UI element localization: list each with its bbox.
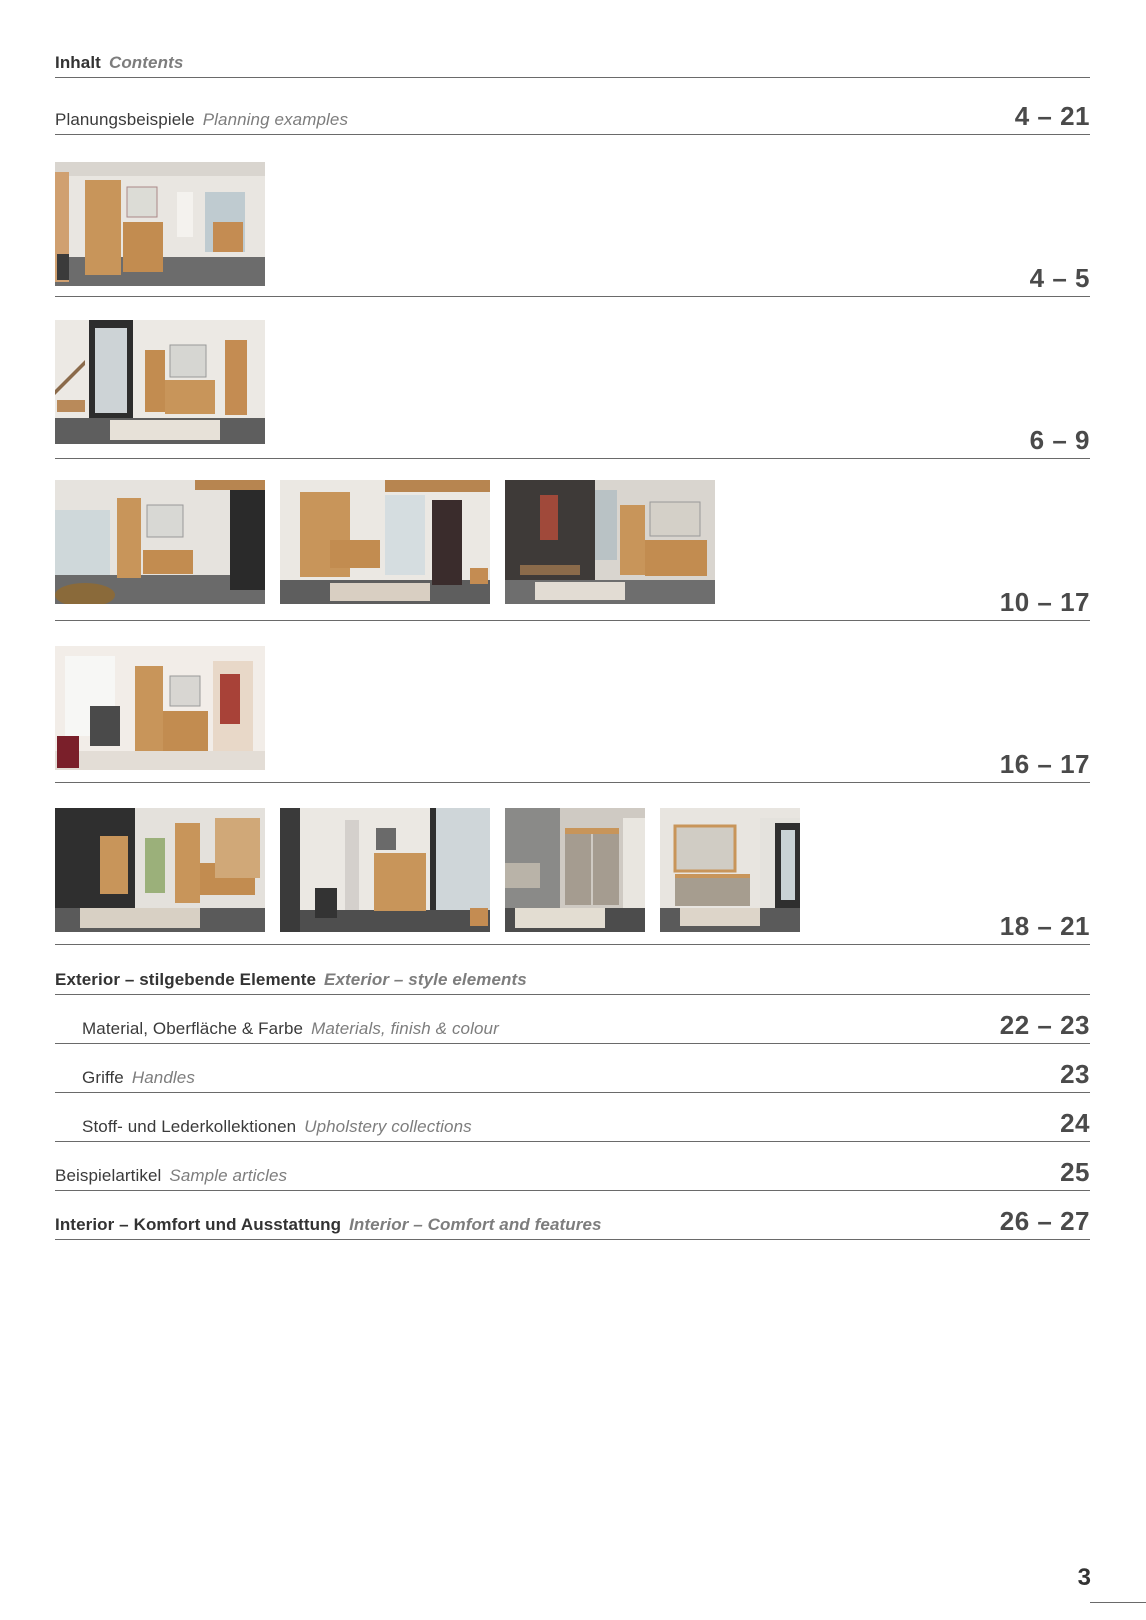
toc-group-4[interactable] — [55, 620, 1090, 783]
toc-page-range: 4 – 5 — [1029, 263, 1090, 293]
toc-entry-label: Griffe Handles — [82, 1068, 195, 1087]
hallway-photo-5[interactable] — [505, 480, 715, 604]
toc-page-range: 22 – 23 — [999, 1010, 1090, 1040]
toc-group-3[interactable] — [55, 458, 1090, 621]
toc-group-1[interactable] — [55, 134, 1090, 297]
toc-page-range: 23 — [1060, 1059, 1090, 1089]
hallway-photo-7[interactable] — [55, 808, 265, 932]
toc-entry-sample-articles[interactable] — [55, 1141, 1090, 1191]
hallway-photo-1[interactable] — [55, 162, 265, 286]
toc-page-range: 25 — [1060, 1157, 1090, 1187]
toc-page-range: 10 – 17 — [999, 587, 1090, 617]
toc-entry-materials[interactable] — [55, 994, 1090, 1044]
contents-header — [55, 0, 1090, 78]
hallway-photo-10[interactable] — [660, 808, 800, 932]
toc-page-range: 18 – 21 — [999, 911, 1090, 941]
toc-page-range: 26 – 27 — [999, 1206, 1090, 1236]
toc-entry-label: Beispielartikel Sample articles — [55, 1166, 288, 1185]
hallway-photo-8[interactable] — [280, 808, 490, 932]
hallway-photo-9[interactable] — [505, 808, 645, 932]
toc-entry-upholstery[interactable] — [55, 1092, 1090, 1142]
toc-section-label: Exterior – stilgebende Elemente Exterior – style elements — [55, 970, 527, 989]
hallway-photo-6[interactable] — [55, 646, 265, 770]
hallway-photo-3[interactable] — [55, 480, 265, 604]
toc-group-5[interactable] — [55, 782, 1090, 945]
toc-page-range: 6 – 9 — [1029, 425, 1090, 455]
page-number-rule — [1090, 1602, 1146, 1603]
toc-entry-label: Interior – Komfort und Ausstattung Interior – Comfort and features — [55, 1215, 602, 1234]
toc-entry-label: Material, Oberfläche & Farbe Materials, finish & colour — [82, 1019, 499, 1038]
toc-entry-label: Planungsbeispiele Planning examples — [55, 110, 349, 129]
toc-page-range: 16 – 17 — [999, 749, 1090, 779]
hallway-photo-4[interactable] — [280, 480, 490, 604]
toc-entry-handles[interactable] — [55, 1043, 1090, 1093]
contents-heading: Inhalt Contents — [55, 53, 184, 72]
toc-page-range: 24 — [1060, 1108, 1090, 1138]
contents-page — [55, 0, 1090, 1620]
toc-page-range: 4 – 21 — [1014, 101, 1090, 131]
toc-entry-interior[interactable] — [55, 1190, 1090, 1240]
hallway-photo-2[interactable] — [55, 320, 265, 444]
toc-section-exterior[interactable] — [55, 944, 1090, 995]
page-number: 3 — [1077, 1564, 1091, 1591]
toc-group-2[interactable] — [55, 296, 1090, 459]
toc-entry-planning[interactable] — [55, 77, 1090, 135]
toc-entry-label: Stoff- und Lederkollektionen Upholstery collections — [82, 1117, 472, 1136]
